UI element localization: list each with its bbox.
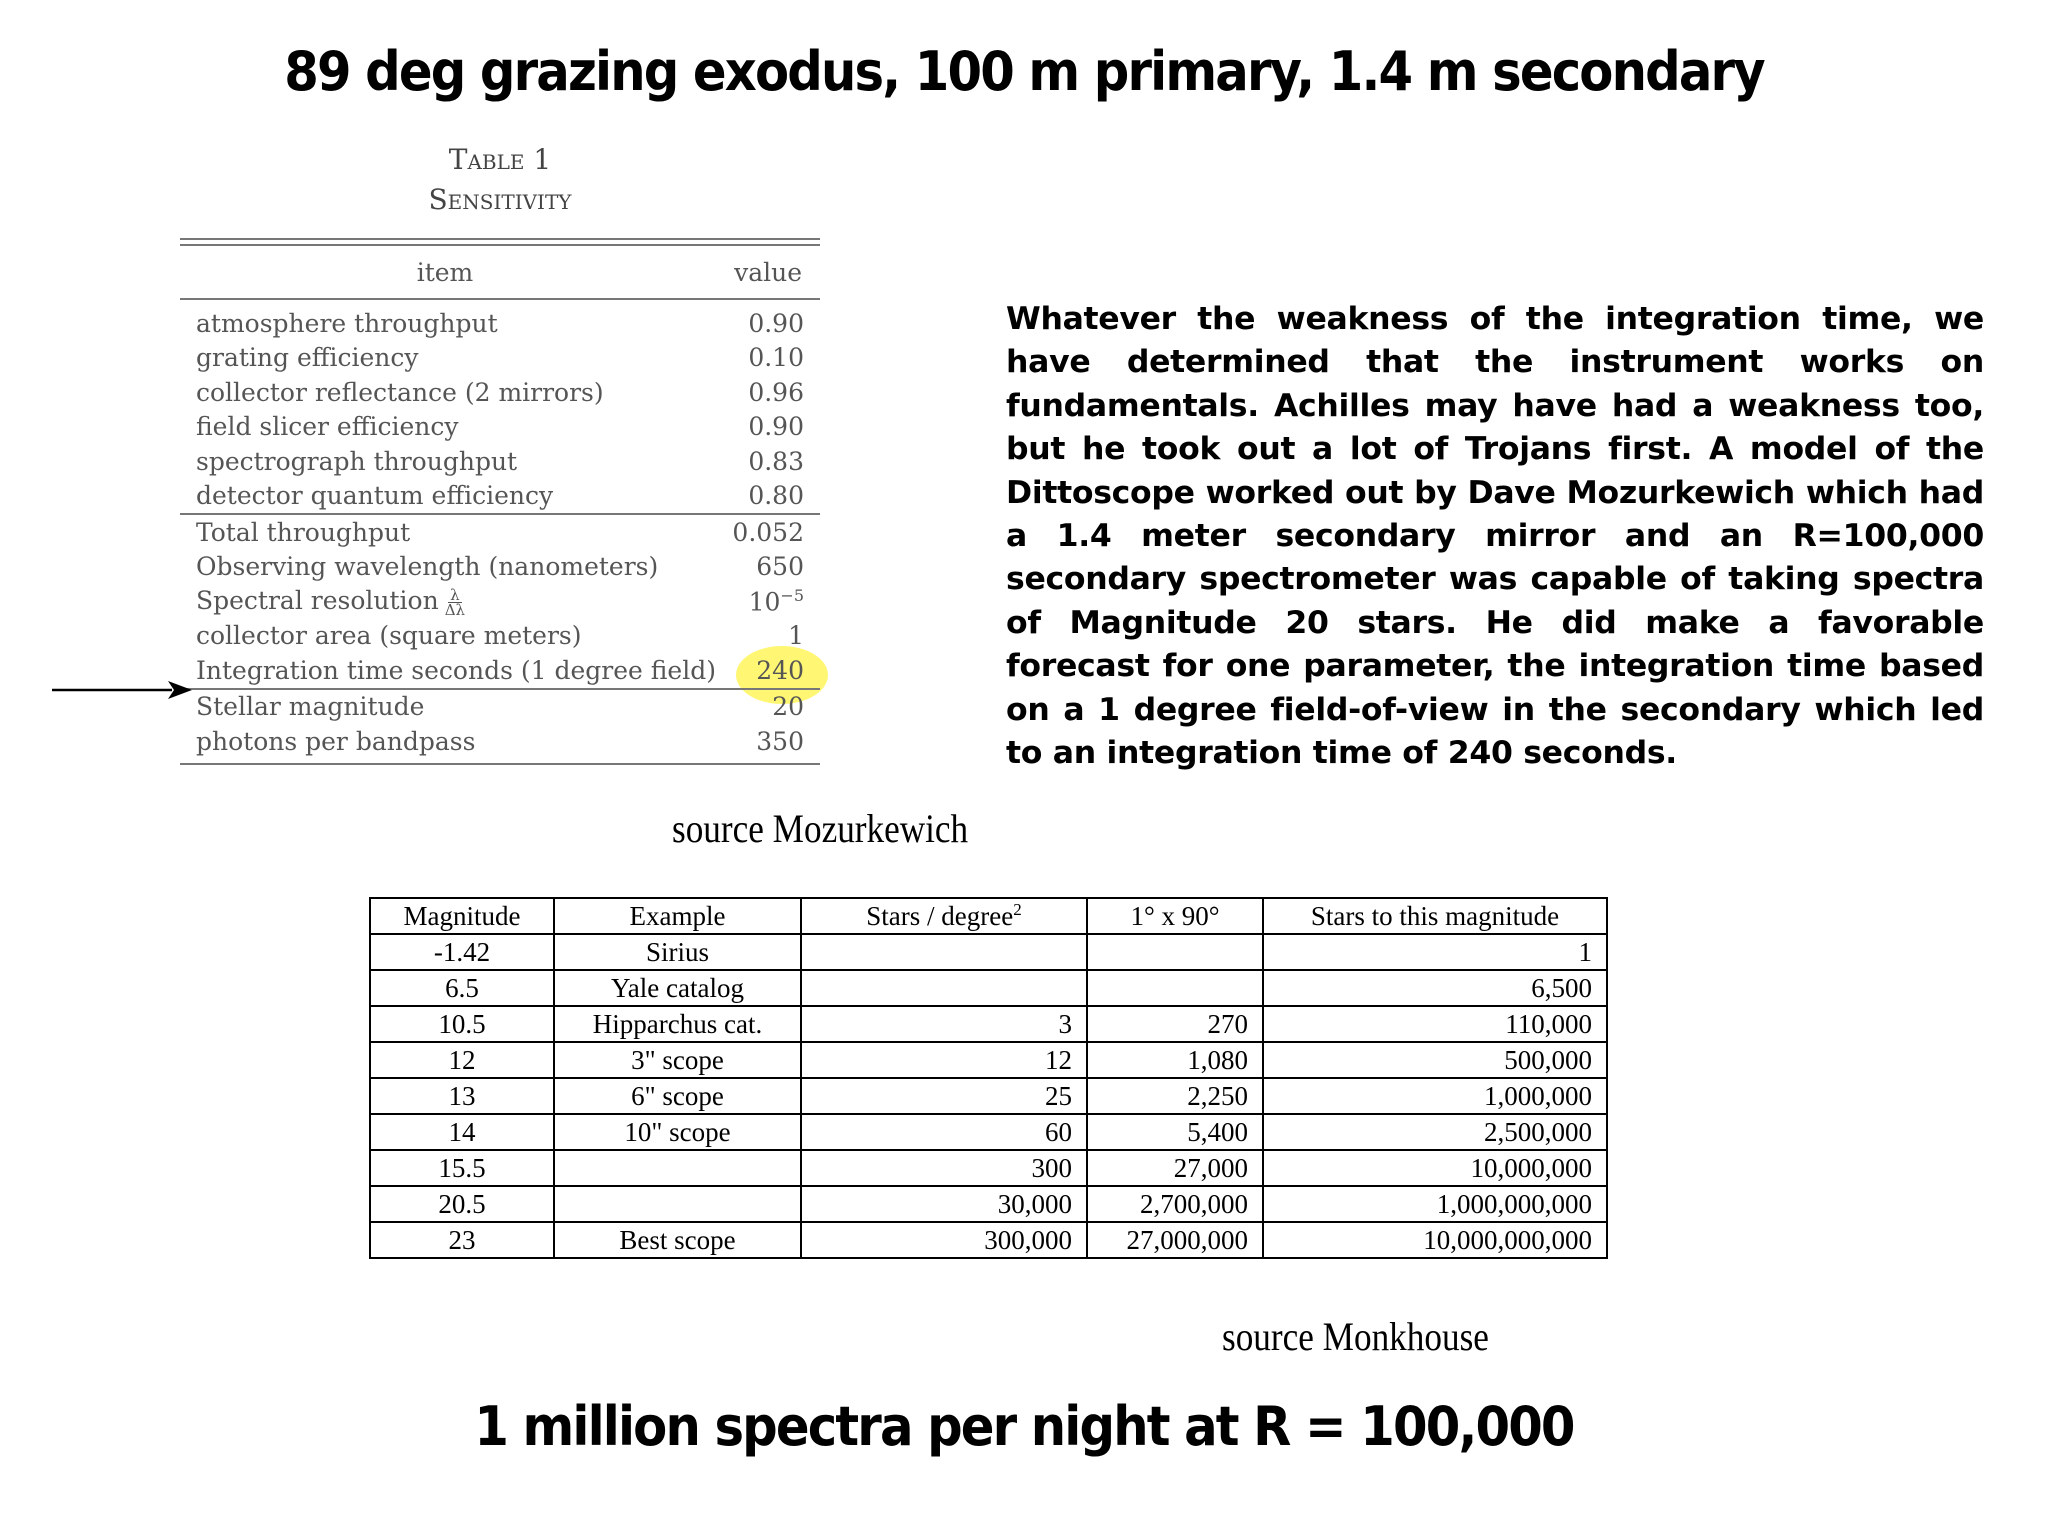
table-row (370, 970, 1607, 1006)
stars-per-degree-label: Stars / degree (866, 901, 1014, 931)
table-row (370, 1186, 1607, 1222)
source-monkhouse: source Monkhouse (1222, 1314, 1489, 1359)
cell-example (554, 1186, 801, 1222)
table1-value: 0.96 (748, 377, 804, 407)
table1-row (180, 479, 820, 514)
cell-stars-to-magnitude: 10,000,000 (1263, 1150, 1607, 1186)
table1-item: grating efficiency (196, 343, 419, 373)
cell-stars-per-degree: 3 (801, 1006, 1087, 1042)
cell-stars-per-degree: 300 (801, 1150, 1087, 1186)
cell-stars-to-magnitude: 1,000,000,000 (1263, 1186, 1607, 1222)
table1-row (180, 375, 820, 410)
header-example: Example (554, 898, 801, 934)
table-row (370, 1150, 1607, 1186)
cell-example: 3" scope (554, 1042, 801, 1078)
cell-example: Best scope (554, 1222, 801, 1258)
cell-magnitude: 15.5 (370, 1150, 554, 1186)
table1-item (196, 586, 465, 617)
source-mozurkewich: source Mozurkewich (672, 806, 969, 851)
table1-header-item: item (416, 257, 474, 287)
cell-magnitude: 13 (370, 1078, 554, 1114)
table1-caption-title: Sensitivity (428, 183, 572, 216)
table1-item: collector area (square meters) (196, 621, 582, 651)
header-magnitude: Magnitude (370, 898, 554, 934)
table-row (370, 1222, 1607, 1258)
cell-stars-to-magnitude: 10,000,000,000 (1263, 1222, 1607, 1258)
cell-example: Hipparchus cat. (554, 1006, 801, 1042)
cell-magnitude: 14 (370, 1114, 554, 1150)
table1-value: 0.90 (748, 308, 804, 338)
cell-one-by-ninety (1087, 934, 1263, 970)
squared-superscript: 2 (1013, 900, 1022, 919)
cell-magnitude: 20.5 (370, 1186, 554, 1222)
table1-row (180, 619, 820, 654)
fraction-denominator: Δλ (444, 600, 466, 619)
cell-one-by-ninety (1087, 970, 1263, 1006)
cell-magnitude: -1.42 (370, 934, 554, 970)
table1-row (180, 550, 820, 585)
table-row (370, 1006, 1607, 1042)
table1-header-value: value (734, 257, 802, 287)
table1 (180, 238, 820, 765)
page-title: 89 deg grazing exodus, 100 m primary, 1.4 m secondary (284, 40, 1764, 103)
table-row (370, 1078, 1607, 1114)
cell-magnitude: 6.5 (370, 970, 554, 1006)
resolution-base: 10 (748, 587, 781, 617)
resolution-exponent: −5 (780, 586, 804, 606)
table1-row (180, 724, 820, 759)
table1-value: 0.052 (732, 517, 804, 547)
table1-item: atmosphere throughput (196, 308, 498, 338)
table1-row-integration (180, 653, 820, 688)
cell-example: 10" scope (554, 1114, 801, 1150)
table1-item: Observing wavelength (nanometers) (196, 552, 659, 582)
magnitude-table (369, 897, 1608, 1259)
table1-value-highlighted (724, 656, 804, 685)
cell-stars-per-degree: 60 (801, 1114, 1087, 1150)
table1-row (180, 690, 820, 725)
table1-row (180, 584, 820, 619)
table1-item: spectrograph throughput (196, 446, 518, 476)
table1-item: Integration time seconds (1 degree field) (196, 655, 716, 685)
table1-item: Stellar magnitude (196, 692, 425, 722)
cell-one-by-ninety: 27,000 (1087, 1150, 1263, 1186)
cell-magnitude: 12 (370, 1042, 554, 1078)
table1-row (180, 341, 820, 376)
cell-stars-per-degree: 30,000 (801, 1186, 1087, 1222)
cell-one-by-ninety: 5,400 (1087, 1114, 1263, 1150)
cell-example: 6" scope (554, 1078, 801, 1114)
cell-one-by-ninety: 1,080 (1087, 1042, 1263, 1078)
table1-value: 1 (788, 621, 804, 651)
cell-stars-per-degree: 12 (801, 1042, 1087, 1078)
table1-item: collector reflectance (2 mirrors) (196, 377, 604, 407)
cell-one-by-ninety: 270 (1087, 1006, 1263, 1042)
table1-value: 0.83 (748, 446, 804, 476)
cell-stars-to-magnitude: 110,000 (1263, 1006, 1607, 1042)
cell-stars-to-magnitude: 2,500,000 (1263, 1114, 1607, 1150)
cell-stars-to-magnitude: 6,500 (1263, 970, 1607, 1006)
cell-stars-per-degree: 300,000 (801, 1222, 1087, 1258)
cell-magnitude: 10.5 (370, 1006, 554, 1042)
table1-item: photons per bandpass (196, 726, 476, 756)
cell-stars-to-magnitude: 500,000 (1263, 1042, 1607, 1078)
table1-value: 0.80 (748, 481, 804, 511)
fraction-numerator: λ (450, 585, 460, 604)
table1-row (180, 444, 820, 479)
table1-value: 20 (772, 692, 804, 722)
table1-row (180, 306, 820, 341)
cell-example: Sirius (554, 934, 801, 970)
cell-example: Yale catalog (554, 970, 801, 1006)
table2-header-row (370, 898, 1607, 934)
table1-caption-number: Table 1 (448, 143, 552, 176)
arrow-icon (52, 680, 192, 700)
table-row (370, 1042, 1607, 1078)
resolution-label: Spectral resolution (196, 585, 439, 615)
description-paragraph: Whatever the weakness of the integration time, we have determined that the instrument works on fundamentals. Achilles may have had a weakness too, but he took out a lot of Trojans first. A model of the Dittoscope worked out by Dave Mozurkewich which had a 1.4 meter secondary mirror and an R=100,000 secondary spectrometer was capable of taking spectra of Magnitude 20 stars. He did make a favorable forecast for one parameter, the integration time based on a 1 degree field-of-view in the secondary which led to an integration time of 240 seconds. (1006, 301, 1984, 772)
table-row (370, 1114, 1607, 1150)
table1-item: field slicer efficiency (196, 412, 459, 442)
cell-stars-to-magnitude: 1,000,000 (1263, 1078, 1607, 1114)
table1-row (180, 410, 820, 445)
table1-value: 350 (756, 726, 804, 756)
cell-magnitude: 23 (370, 1222, 554, 1258)
lambda-fraction (444, 585, 466, 619)
table1-row (180, 515, 820, 550)
table1-item: detector quantum efficiency (196, 481, 554, 511)
header-stars-per-degree (801, 898, 1087, 934)
cell-stars-per-degree (801, 970, 1087, 1006)
cell-stars-per-degree: 25 (801, 1078, 1087, 1114)
table1-header-row (180, 246, 820, 298)
cell-one-by-ninety: 2,250 (1087, 1078, 1263, 1114)
header-one-by-ninety: 1° x 90° (1087, 898, 1263, 934)
cell-stars-to-magnitude: 1 (1263, 934, 1607, 970)
header-stars-to-magnitude: Stars to this magnitude (1263, 898, 1607, 934)
cell-stars-per-degree (801, 934, 1087, 970)
table1-value (724, 586, 804, 616)
cell-one-by-ninety: 27,000,000 (1087, 1222, 1263, 1258)
integration-value: 240 (756, 655, 804, 685)
table1-value: 650 (756, 552, 804, 582)
table-row (370, 934, 1607, 970)
bottom-title: 1 million spectra per night at R = 100,000 (474, 1395, 1574, 1458)
table1-value: 0.10 (748, 343, 804, 373)
cell-one-by-ninety: 2,700,000 (1087, 1186, 1263, 1222)
table1-item: Total throughput (196, 517, 411, 547)
cell-example (554, 1150, 801, 1186)
table1-value: 0.90 (748, 412, 804, 442)
